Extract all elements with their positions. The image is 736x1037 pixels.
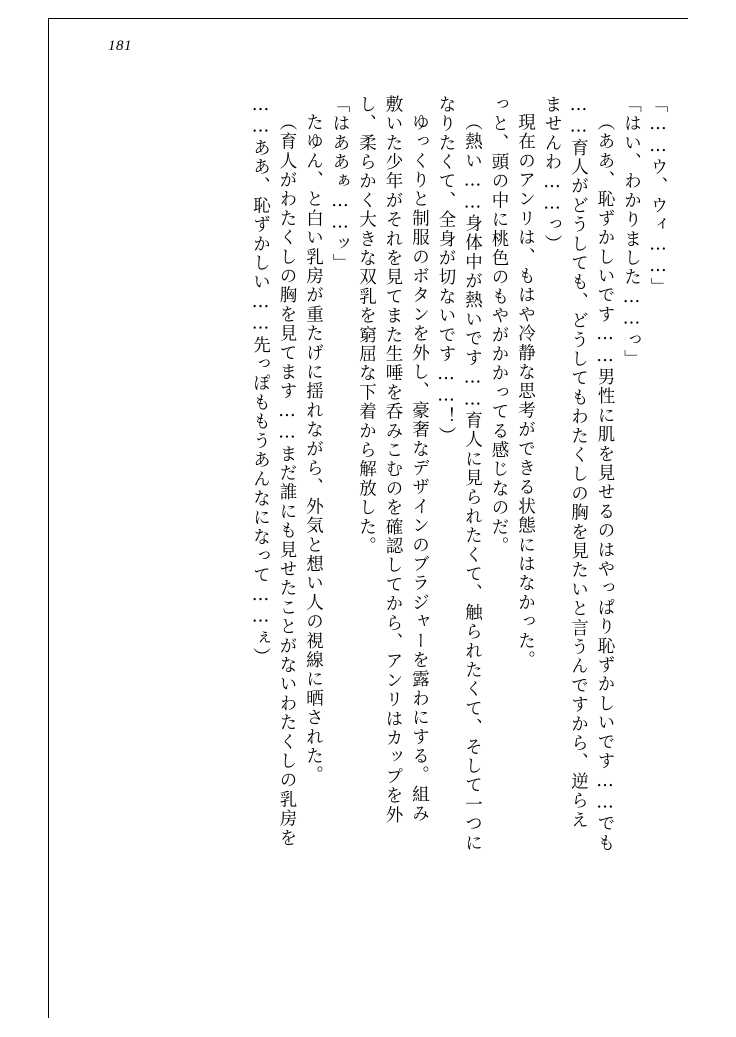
page-number: 181 [108, 38, 132, 54]
text-line: ませんわ……っ） [542, 95, 562, 254]
text-line: 「はああぁ……ッ」 [330, 95, 350, 273]
text-line: 「はい、わかりました……っ」 [621, 95, 642, 369]
text-line: （育人がわたくしの胸を見てます……まだ誰にも見せたことがないわたくしの乳房を [277, 113, 297, 848]
text-line: ゆっくりと制服のボタンを外し、豪奢なデザインのブラジャーを露わにする。組み [409, 113, 430, 824]
text-line: 現在のアンリは、もはや冷静な思考ができる状態にはなかった。 [515, 113, 536, 670]
text-line: し、柔らかく大きな双乳を窮屈な下着から解放した。 [356, 95, 377, 556]
text-line: たゆん、と白い乳房が重たげに揺れながら、外気と想い人の視線に晒された。 [303, 113, 324, 785]
text-line: （熱い……身体中が熱いです……育人に見られたくて、触られたくて、そして一つに [462, 113, 483, 853]
text-line: （ああ、恥ずかしいです……男性に肌を見せるのはやっぱり恥ずかしいです……でも [595, 113, 615, 853]
vertical-text-block [106, 95, 666, 975]
text-line: っと、頭の中に桃色のもやがかかってる感じなのだ。 [489, 95, 509, 556]
text-line: 敷いた少年がそれを見てまた生唾を呑みこむのを確認してから、アンリはカップを外 [383, 95, 403, 825]
text-line: ……ああ、恥ずかしい……先っぽももうあんなになって……ぇ） [250, 95, 271, 667]
text-line: 「……ウ、ウィ……」 [648, 95, 668, 297]
text-line: なりたくて、全身が切ないです……！） [436, 95, 456, 446]
text-line: ……育人がどうしても、どうしてもわたくしの胸を見たいと言うんですから、逆らえ [568, 95, 589, 830]
